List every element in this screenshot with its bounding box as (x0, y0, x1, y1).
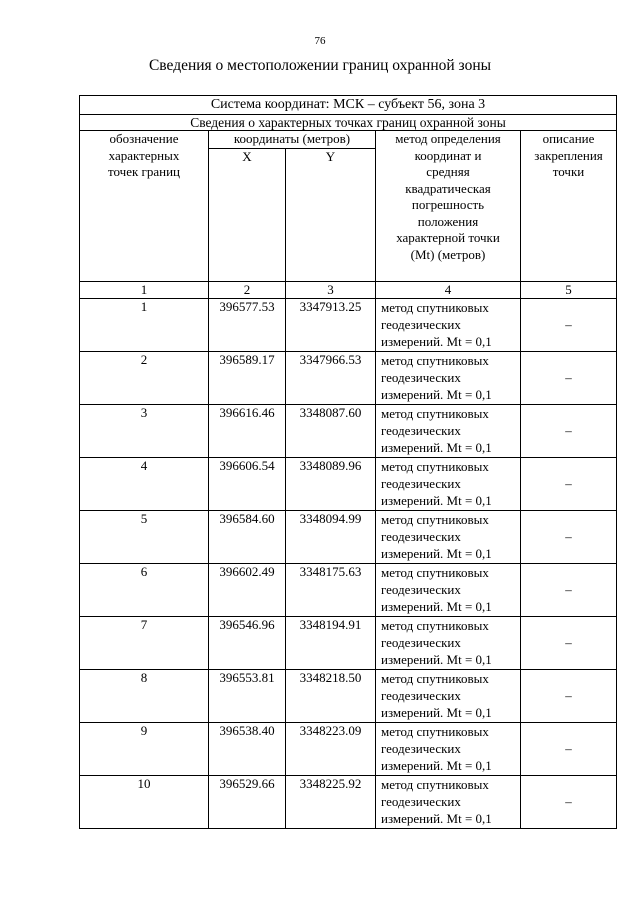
coordinate-x: 396529.66 (209, 776, 286, 829)
method-description (376, 405, 521, 458)
column-number: 5 (521, 281, 617, 299)
header-line: точек границ (107, 164, 181, 179)
table-row (80, 458, 617, 511)
coordinate-y: 3348094.99 (286, 511, 376, 564)
header-line: погрешность (411, 197, 485, 212)
coordinate-y: 3348194.91 (286, 617, 376, 670)
fixing-description: – (521, 299, 617, 352)
coordinate-x: 396584.60 (209, 511, 286, 564)
method-line: метод спутниковых (381, 300, 489, 315)
method-line: измерений. Mt = 0,1 (381, 387, 492, 402)
coordinate-x: 396577.53 (209, 299, 286, 352)
method-line: метод спутниковых (381, 671, 489, 686)
table-row (80, 299, 617, 352)
header-line: координат и (414, 147, 482, 163)
header-line: характерных (108, 147, 180, 163)
table-row (80, 511, 617, 564)
method-description (376, 617, 521, 670)
coordinate-x: 396546.96 (209, 617, 286, 670)
header-line: (Mt) (метров) (410, 246, 486, 262)
method-description (376, 670, 521, 723)
method-line: измерений. Mt = 0,1 (381, 705, 492, 720)
coordinate-x: 396602.49 (209, 564, 286, 617)
point-number: 1 (80, 299, 209, 352)
method-line: геодезических (381, 317, 461, 332)
header-y-label: Y (325, 148, 336, 164)
table-row (80, 723, 617, 776)
header-line: средняя (426, 164, 470, 179)
header-x-label: X (242, 148, 252, 164)
coordinate-x: 396589.17 (209, 352, 286, 405)
header-coordinates: координаты (метров) (209, 131, 376, 149)
method-line: геодезических (381, 582, 461, 597)
coordinate-x: 396606.54 (209, 458, 286, 511)
table-row (80, 617, 617, 670)
fixing-description: – (521, 352, 617, 405)
fixing-description: – (521, 511, 617, 564)
method-description (376, 776, 521, 829)
header-line: обозначение (109, 131, 179, 146)
fixing-description: – (521, 405, 617, 458)
column-number: 2 (209, 281, 286, 299)
method-description (376, 352, 521, 405)
header-line: описание (542, 131, 595, 146)
method-line: геодезических (381, 423, 461, 438)
header-line: характерной точки (396, 230, 500, 245)
point-number: 6 (80, 564, 209, 617)
method-line: измерений. Mt = 0,1 (381, 652, 492, 667)
fixing-description: – (521, 776, 617, 829)
method-line: метод спутниковых (381, 724, 489, 739)
method-line: геодезических (381, 635, 461, 650)
table-row (80, 405, 617, 458)
coordinate-y: 3348089.96 (286, 458, 376, 511)
method-line: измерений. Mt = 0,1 (381, 334, 492, 349)
header-line: закрепления (534, 147, 603, 163)
method-line: метод спутниковых (381, 618, 489, 633)
method-line: измерений. Mt = 0,1 (381, 493, 492, 508)
method-line: измерений. Mt = 0,1 (381, 440, 492, 455)
method-description (376, 299, 521, 352)
coordinate-x: 396553.81 (209, 670, 286, 723)
point-number: 5 (80, 511, 209, 564)
section-title-header: Сведения о характерных точках границ охранной зоны (80, 115, 617, 131)
method-line: измерений. Mt = 0,1 (381, 811, 492, 826)
method-line: геодезических (381, 741, 461, 756)
fixing-description: – (521, 564, 617, 617)
coordinate-y: 3348087.60 (286, 405, 376, 458)
table-row (80, 564, 617, 617)
method-line: метод спутниковых (381, 459, 489, 474)
method-line: метод спутниковых (381, 777, 489, 792)
coordinate-y: 3348218.50 (286, 670, 376, 723)
header-line: точки (552, 164, 585, 179)
header-line: положения (417, 213, 479, 229)
method-line: метод спутниковых (381, 565, 489, 580)
table-row (80, 670, 617, 723)
page-title: Сведения о местоположении границ охранной зоны (148, 57, 492, 74)
method-description (376, 511, 521, 564)
column-number: 4 (376, 281, 521, 299)
coordinate-y: 3348225.92 (286, 776, 376, 829)
method-line: метод спутниковых (381, 406, 489, 421)
table-row (80, 776, 617, 829)
coordinate-x: 396616.46 (209, 405, 286, 458)
point-number: 10 (80, 776, 209, 829)
method-description (376, 564, 521, 617)
coordinate-y: 3348175.63 (286, 564, 376, 617)
header-point-designation (80, 131, 209, 282)
page-number: 76 (314, 35, 326, 47)
method-description (376, 458, 521, 511)
fixing-description: – (521, 458, 617, 511)
header-x (209, 148, 286, 281)
method-line: геодезических (381, 794, 461, 809)
point-number: 4 (80, 458, 209, 511)
coordinate-y: 3347966.53 (286, 352, 376, 405)
point-number: 3 (80, 405, 209, 458)
column-number: 1 (80, 281, 209, 299)
method-line: метод спутниковых (381, 512, 489, 527)
fixing-description: – (521, 617, 617, 670)
table-row (80, 352, 617, 405)
point-number: 2 (80, 352, 209, 405)
header-line: метод определения (395, 131, 501, 146)
header-line: квадратическая (405, 180, 491, 196)
header-fixing-description (521, 131, 617, 282)
coordinate-y: 3347913.25 (286, 299, 376, 352)
header-method (376, 131, 521, 282)
method-line: геодезических (381, 688, 461, 703)
method-line: измерений. Mt = 0,1 (381, 758, 492, 773)
method-line: геодезических (381, 370, 461, 385)
method-description (376, 723, 521, 776)
header-y (286, 148, 376, 281)
coordinate-x: 396538.40 (209, 723, 286, 776)
point-number: 7 (80, 617, 209, 670)
method-line: геодезических (381, 529, 461, 544)
method-line: метод спутниковых (381, 353, 489, 368)
point-number: 9 (80, 723, 209, 776)
coordinate-y: 3348223.09 (286, 723, 376, 776)
coordinate-system-header: Система координат: МСК – субъект 56, зона 3 (80, 96, 617, 115)
column-number: 3 (286, 281, 376, 299)
fixing-description: – (521, 723, 617, 776)
point-number: 8 (80, 670, 209, 723)
method-line: измерений. Mt = 0,1 (381, 546, 492, 561)
column-number-row (80, 281, 617, 299)
method-line: геодезических (381, 476, 461, 491)
fixing-description: – (521, 670, 617, 723)
table-body (80, 299, 617, 829)
boundary-points-table (79, 95, 617, 829)
method-line: измерений. Mt = 0,1 (381, 599, 492, 614)
